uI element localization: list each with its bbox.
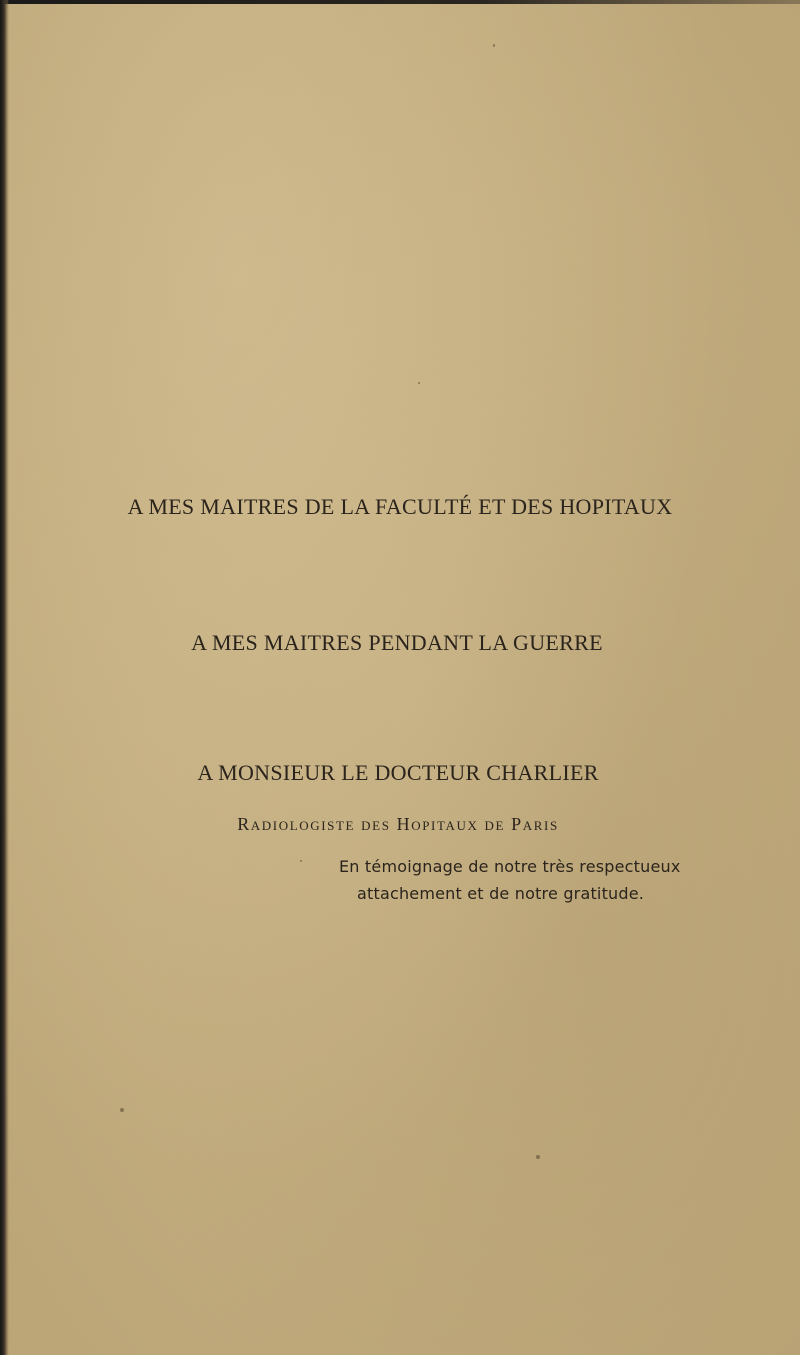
- charlier-title: Radiologiste des Hopitaux de Paris: [237, 814, 559, 834]
- dedication-war-mentors: A MES MAITRES PENDANT LA GUERRE: [191, 630, 603, 655]
- page-top-edge: [0, 0, 800, 4]
- tribute-line-1: En témoignage de notre très respectueux: [339, 857, 681, 876]
- paper-speck: [536, 1155, 540, 1159]
- paper-speck: [418, 382, 420, 384]
- paper-speck: [493, 44, 495, 47]
- paper-speck: [120, 1108, 124, 1112]
- paper-speck: [300, 860, 302, 862]
- tribute-line-2: attachement et de notre gratitude.: [357, 884, 645, 903]
- page-spine-shadow: [0, 0, 9, 1355]
- dedication-charlier: A MONSIEUR LE DOCTEUR CHARLIER: [197, 760, 599, 785]
- dedication-faculty: A MES MAITRES DE LA FACULTÉ ET DES HOPITAUX: [127, 494, 673, 519]
